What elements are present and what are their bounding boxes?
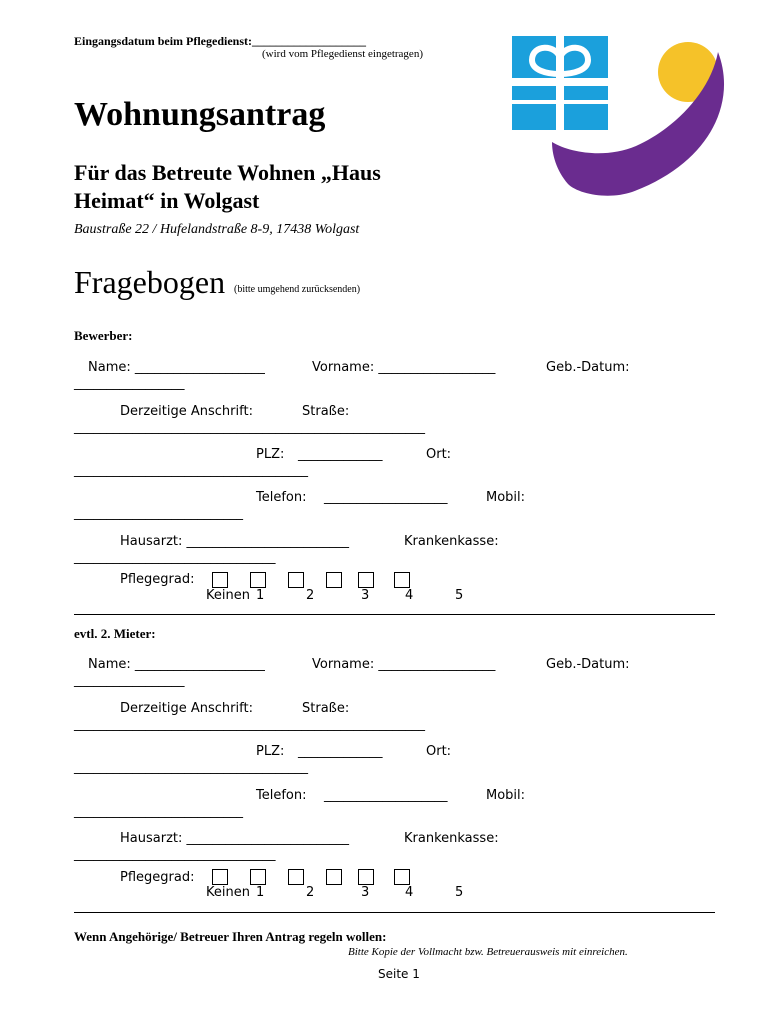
plz-label: PLZ: xyxy=(256,744,285,759)
pflegegrad-3-checkbox[interactable] xyxy=(326,572,342,588)
relatives-heading: Wenn Angehörige/ Betreuer Ihren Antrag regeln wollen: xyxy=(74,929,387,944)
pflegegrad-label: Pflegegrad: xyxy=(120,572,195,587)
vorname-field[interactable]: Vorname: __________________ xyxy=(312,360,496,375)
subtitle-line-1: Für das Betreute Wohnen „Haus xyxy=(74,160,381,185)
krankenkasse-label: Krankenkasse: xyxy=(404,534,499,549)
received-date-note: (wird vom Pflegedienst eingetragen) xyxy=(262,48,423,60)
page-number: Seite 1 xyxy=(378,967,420,981)
telefon-field[interactable]: ___________________ xyxy=(324,788,448,803)
pflegegrad-2-checkbox[interactable] xyxy=(288,869,304,885)
grade-label-5: 5 xyxy=(455,885,464,900)
subtitle-line-2: Heimat“ in Wolgast xyxy=(74,188,260,213)
plz-field[interactable]: _____________ xyxy=(298,744,383,759)
pflegegrad-4-checkbox[interactable] xyxy=(358,572,374,588)
section-divider xyxy=(74,912,715,913)
telefon-label: Telefon: xyxy=(256,788,307,803)
plz-field[interactable]: _____________ xyxy=(298,447,383,462)
pflegegrad-1-checkbox[interactable] xyxy=(250,869,266,885)
strasse-field[interactable]: ______________________________________________________ xyxy=(74,717,425,732)
grade-label-2: 2 xyxy=(306,588,315,603)
hausarzt-field[interactable]: Hausarzt: _________________________ xyxy=(120,831,349,846)
received-date-field[interactable]: Eingangsdatum beim Pflegedienst:___________________ xyxy=(74,34,367,48)
grade-label-4: 4 xyxy=(405,885,414,900)
pflegegrad-keinen-checkbox[interactable] xyxy=(212,869,228,885)
pflegegrad-5-checkbox[interactable] xyxy=(394,869,410,885)
vorname-field[interactable]: Vorname: __________________ xyxy=(312,657,496,672)
ort-label: Ort: xyxy=(426,447,452,462)
strasse-field[interactable]: ______________________________________________________ xyxy=(74,420,425,435)
page-title: Wohnungsantrag xyxy=(74,96,326,133)
pflegegrad-5-checkbox[interactable] xyxy=(394,572,410,588)
grade-label-1: 1 xyxy=(256,885,265,900)
pflegegrad-keinen-checkbox[interactable] xyxy=(212,572,228,588)
plz-label: PLZ: xyxy=(256,447,285,462)
telefon-label: Telefon: xyxy=(256,490,307,505)
diakonie-logo-icon xyxy=(512,34,728,196)
questionnaire-heading: Fragebogen xyxy=(74,264,226,300)
mobil-field[interactable]: __________________________ xyxy=(74,506,243,521)
ort-field[interactable]: ____________________________________ xyxy=(74,760,308,775)
geb-datum-field[interactable]: _________________ xyxy=(74,376,185,391)
grade-label-5: 5 xyxy=(455,588,464,603)
geb-datum-label: Geb.-Datum: xyxy=(546,360,630,375)
anschrift-label: Derzeitige Anschrift: xyxy=(120,701,253,716)
strasse-label: Straße: xyxy=(302,701,350,716)
grade-label-keinen: Keinen xyxy=(206,588,250,603)
geb-datum-field[interactable]: _________________ xyxy=(74,673,185,688)
ort-field[interactable]: ____________________________________ xyxy=(74,463,308,478)
grade-label-4: 4 xyxy=(405,588,414,603)
grade-label-1: 1 xyxy=(256,588,265,603)
krankenkasse-label: Krankenkasse: xyxy=(404,831,499,846)
mobil-label: Mobil: xyxy=(486,788,526,803)
pflegegrad-4-checkbox[interactable] xyxy=(358,869,374,885)
relatives-note: Bitte Kopie der Vollmacht bzw. Betreuerausweis mit einreichen. xyxy=(348,946,628,958)
name-field[interactable]: Name: ____________________ xyxy=(88,360,265,375)
grade-label-3: 3 xyxy=(361,885,370,900)
telefon-field[interactable]: ___________________ xyxy=(324,490,448,505)
krankenkasse-field[interactable]: _______________________________ xyxy=(74,550,276,565)
grade-label-keinen: Keinen xyxy=(206,885,250,900)
strasse-label: Straße: xyxy=(302,404,350,419)
grade-label-2: 2 xyxy=(306,885,315,900)
address-line: Baustraße 22 / Hufelandstraße 8-9, 17438 Wolgast xyxy=(74,222,360,237)
grade-label-3: 3 xyxy=(361,588,370,603)
hausarzt-field[interactable]: Hausarzt: _________________________ xyxy=(120,534,349,549)
section-heading: evtl. 2. Mieter: xyxy=(74,626,156,641)
pflegegrad-3-checkbox[interactable] xyxy=(326,869,342,885)
name-field[interactable]: Name: ____________________ xyxy=(88,657,265,672)
questionnaire-note: (bitte umgehend zurücksenden) xyxy=(234,284,361,295)
ort-label: Ort: xyxy=(426,744,452,759)
pflegegrad-2-checkbox[interactable] xyxy=(288,572,304,588)
organization-logo xyxy=(512,34,728,196)
anschrift-label: Derzeitige Anschrift: xyxy=(120,404,253,419)
mobil-field[interactable]: __________________________ xyxy=(74,804,243,819)
mobil-label: Mobil: xyxy=(486,490,526,505)
geb-datum-label: Geb.-Datum: xyxy=(546,657,630,672)
krankenkasse-field[interactable]: _______________________________ xyxy=(74,847,276,862)
pflegegrad-label: Pflegegrad: xyxy=(120,870,195,885)
pflegegrad-1-checkbox[interactable] xyxy=(250,572,266,588)
section-divider xyxy=(74,614,715,615)
section-heading: Bewerber: xyxy=(74,328,133,343)
